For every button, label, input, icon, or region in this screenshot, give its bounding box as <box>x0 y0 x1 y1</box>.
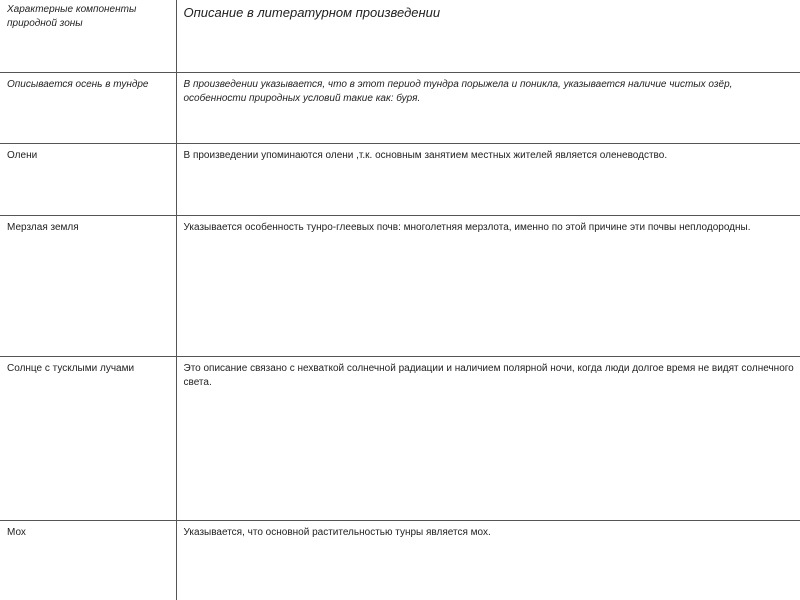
component-cell <box>0 356 176 520</box>
table-header-row <box>0 0 800 72</box>
component-text: Мох <box>7 526 26 538</box>
table-row <box>0 72 800 143</box>
table-row <box>0 356 800 520</box>
description-cell <box>176 356 800 520</box>
description-cell <box>176 520 800 600</box>
description-text: В произведении упоминаются олени ,т.к. основным занятием местных жителей является оленеводство. <box>183 149 668 161</box>
table-row <box>0 215 800 356</box>
header-cell-description <box>176 0 800 72</box>
component-text: Описывается осень в тундре <box>7 78 149 90</box>
header-description-label: Описание в литературном произведении <box>183 5 441 20</box>
description-text: Указывается, что основной растительностью тунры является мох. <box>183 526 491 538</box>
table-row <box>0 143 800 215</box>
description-text: Указывается особенность тунро-глеевых почв: многолетняя мерзлота, именно по этой причине эти почвы неплодородны. <box>183 221 751 233</box>
component-cell <box>0 72 176 143</box>
description-cell <box>176 215 800 356</box>
component-cell <box>0 215 176 356</box>
description-text: В произведении указывается, что в этот период тундра порыжела и поникла, указывается наличие чистых озёр, особенности природных условий такие как: буря. <box>183 78 733 104</box>
component-cell <box>0 520 176 600</box>
description-cell <box>176 72 800 143</box>
description-cell <box>176 143 800 215</box>
component-text: Солнце с тусклыми лучами <box>7 362 135 374</box>
component-cell <box>0 143 176 215</box>
description-text: Это описание связано с нехваткой солнечной радиации и наличием полярной ночи, когда люди долгое время не видят солнечного света. <box>183 362 794 388</box>
component-text: Мерзлая земля <box>7 221 79 233</box>
header-cell-components <box>0 0 176 72</box>
header-components-label: Характерные компоненты природной зоны <box>7 4 137 29</box>
table-row <box>0 520 800 600</box>
component-text: Олени <box>7 149 38 161</box>
